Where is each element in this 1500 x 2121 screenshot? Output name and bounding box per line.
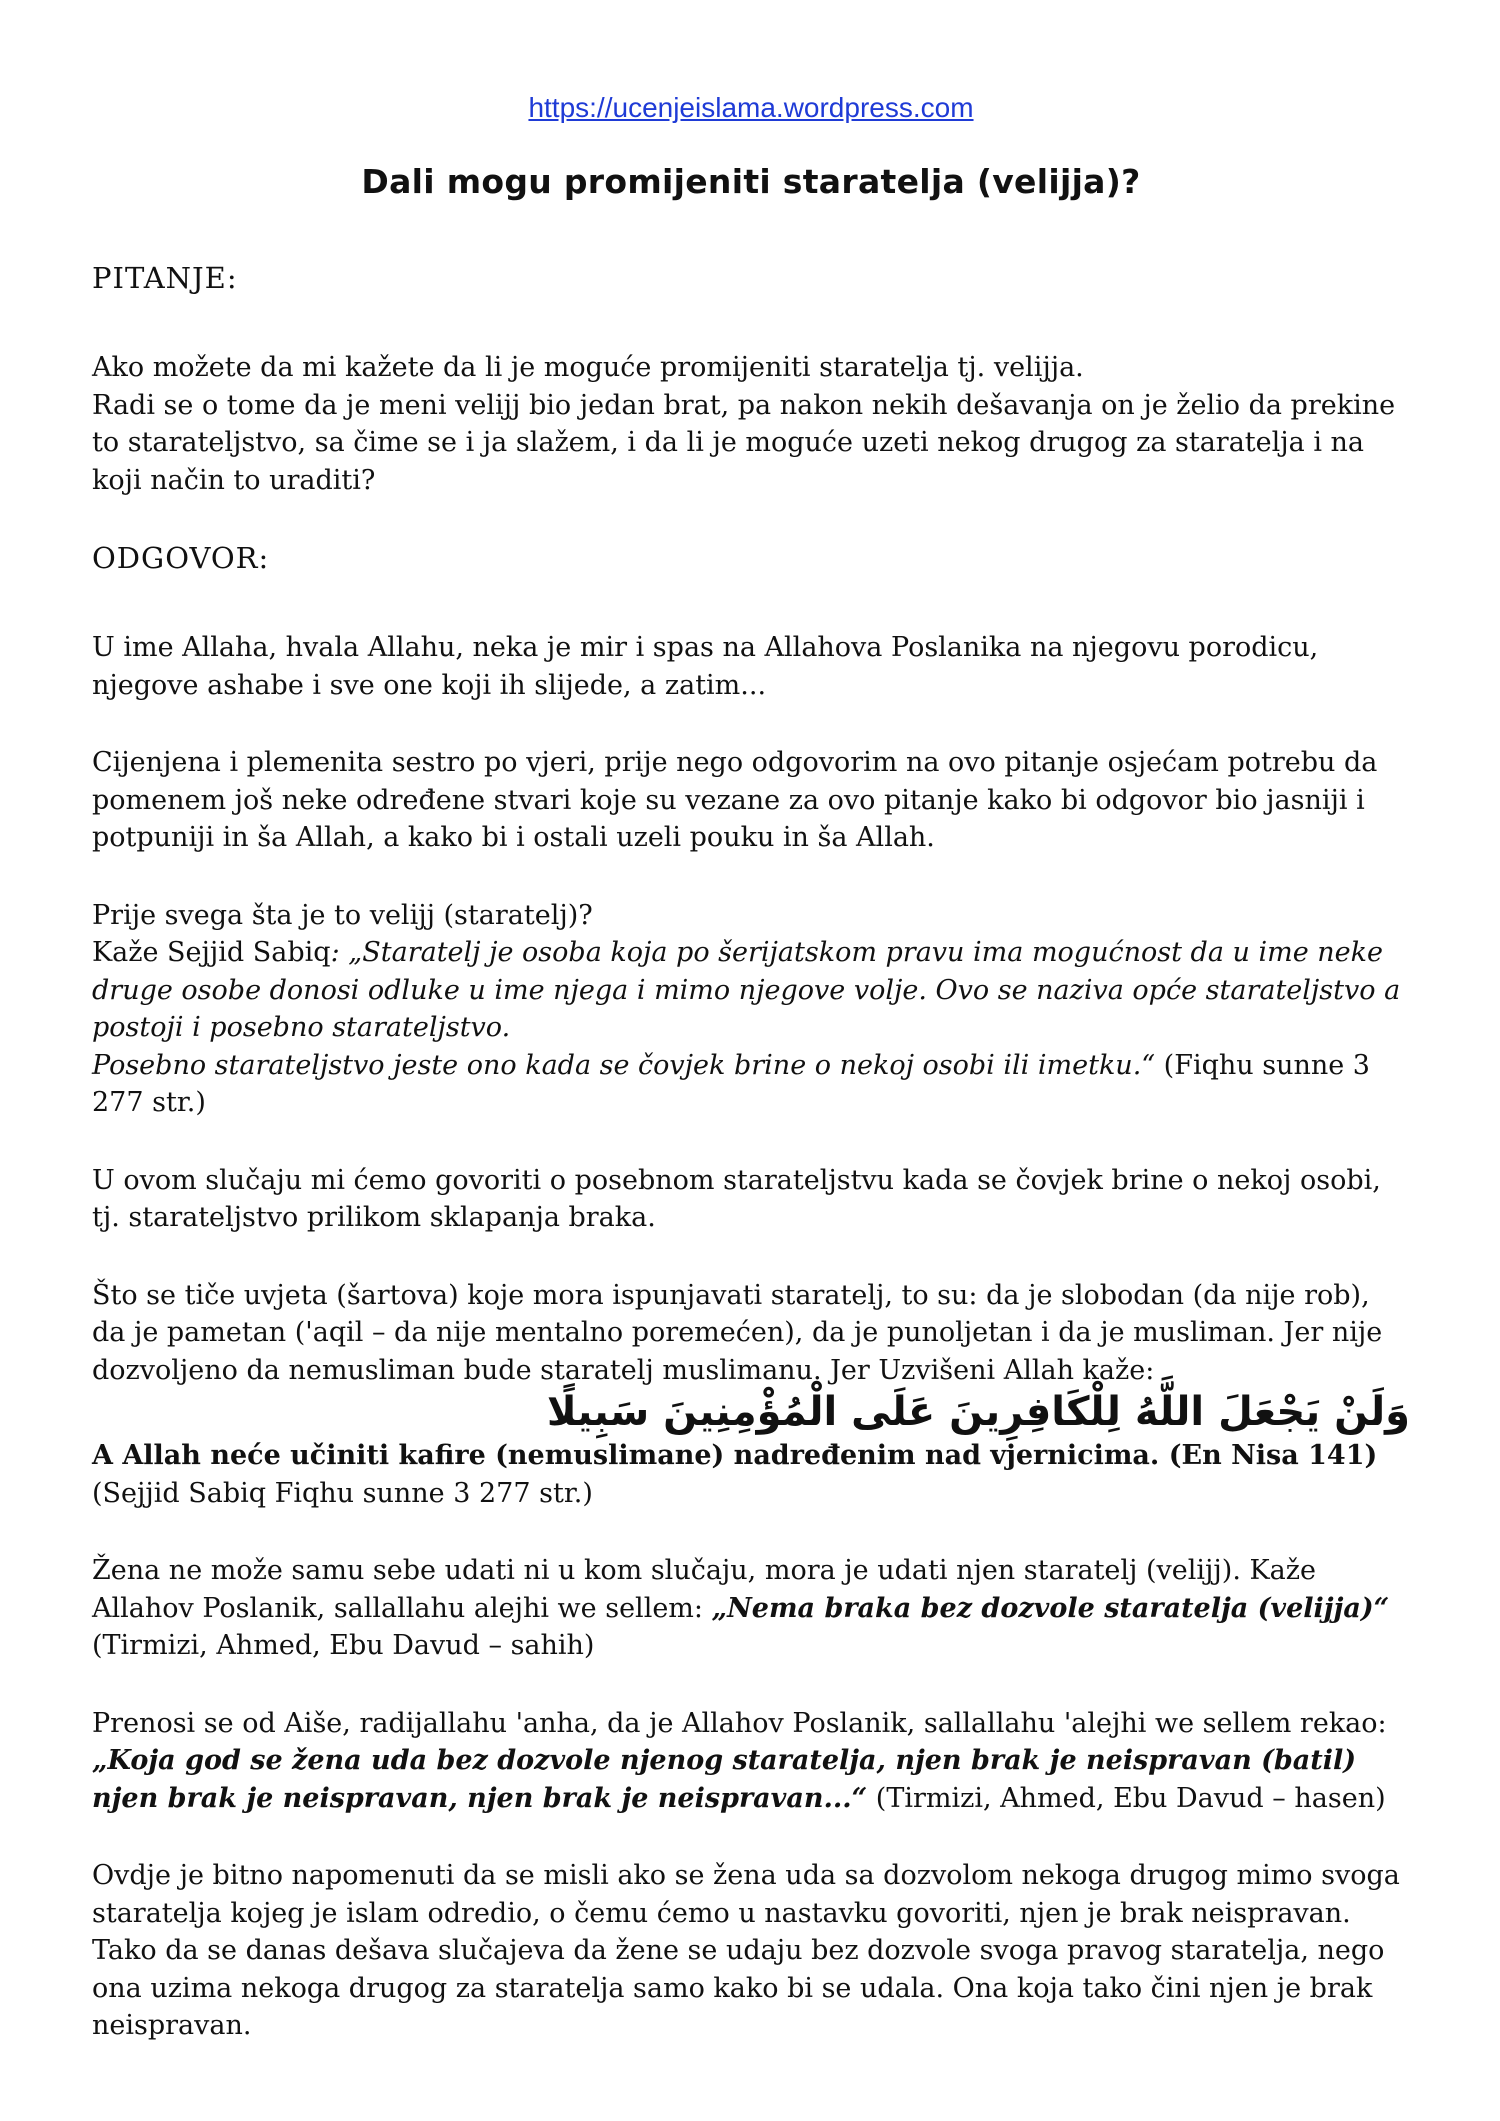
source-url — [92, 92, 1410, 124]
answer-paragraph-2 — [92, 744, 1410, 857]
question-line-1: Ako možete da mi kažete da li je moguće promijeniti staratelja tj. velijja. — [92, 352, 1084, 383]
answer-p9-text: Ovdje je bitno napomenuti da se misli ako se žena uda sa dozvolom nekoga drugog mimo svoga staratelja kojeg je islam odredio, o čemu ćemo u nastavku govoriti, njen je brak neispravan. Tako da se danas dešava slučajeva da žene se udaju bez dozvole svoga pravog staratelja, nego ona uzima nekoga drugog za staratelja samo kako bi se udala. Ona koja tako čini njen je brak neispravan. — [92, 1860, 1400, 2041]
answer-paragraph-8 — [92, 1705, 1410, 1818]
answer-p8-text — [92, 1705, 1410, 1818]
verse-reference: (Sejjid Sabiq Fiqhu sunne 3 277 str.) — [92, 1477, 593, 1509]
answer-p1-text: U ime Allaha, hvala Allahu, neka je mir i spas na Allahova Poslanika na njegovu porodicu, njegove ashabe i sve one koji ih slijede, a zatim... — [92, 632, 1319, 701]
answer-paragraph-9 — [92, 1857, 1410, 2045]
answer-p4-text: U ovom slučaju mi ćemo govoriti o posebnom starateljstvu kada se čovjek brine o nekoj osobi, tj. starateljstvo prilikom sklapanja braka. — [92, 1164, 1381, 1233]
answer-p7-text — [92, 1552, 1410, 1665]
answer-paragraph-5 — [92, 1277, 1410, 1390]
hadith-no-marriage: „Nema braka bez dozvole staratelja (velijja)“ — [711, 1592, 1390, 1624]
answer-paragraph-1 — [92, 629, 1410, 704]
answer-heading: ODGOVOR: — [92, 541, 270, 575]
velijj-question: Prije svega šta je to velijj (staratelj)? — [92, 899, 593, 931]
question-line-2: Radi se o tome da je meni velijj bio jedan brat, pa nakon nekih dešavanja on je želio da prekine to starateljstvo, sa čime se i ja slažem, i da li je moguće uzeti nekog drugog za staratelja i na koji način to uraditi? — [92, 389, 1396, 496]
question-text — [92, 349, 1410, 499]
answer-p2-text: Cijenjena i plemenita sestro po vjeri, prije nego odgovorim na ovo pitanje osjećam potrebu da pomenem još neke određene stvari koje su vezane za ovo pitanje kako bi odgovor bio jasniji i potpuniji in ša Allah, a kako bi i ostali uzeli pouku in ša Allah. — [92, 747, 1378, 853]
p8-intro: Prenosi se od Aiše, radijallahu 'anha, da je Allahov Poslanik, sallallahu 'alejhi we sellem rekao: — [92, 1707, 1387, 1739]
p7-intro: Žena ne može samu sebe udati ni u kom slučaju, mora je udati njen staratelj (velijj). Kaže Allahov Poslanik, sallallahu alejhi we sellem: — [92, 1555, 1316, 1624]
p7-reference: (Tirmizi, Ahmed, Ebu Davud – sahih) — [92, 1630, 595, 1661]
sabiq-intro: Kaže Sejjid Sabiq — [92, 937, 331, 968]
source-link[interactable]: https://ucenjeislama.wordpress.com — [528, 92, 974, 123]
sabiq-quote-part-1: : „Staratelj je osoba koja po šerijatskom pravu ima mogućnost da u ime neke druge osobe donosi odluke u ime njega i mimo njegove volje. Ovo se naziva opće starateljstvo a postoji i posebno starateljstvo. — [92, 937, 1401, 1043]
answer-paragraph-4 — [92, 1162, 1410, 1237]
answer-paragraph-7 — [92, 1552, 1410, 1665]
hadith-aisha: „Koja god se žena uda bez dozvole njenog staratelja, njen brak je neispravan (batil) njen brak je neispravan, njen brak je neispravan...“ — [92, 1745, 1357, 1814]
question-heading: PITANJE: — [92, 261, 238, 295]
sabiq-quote-part-2: Posebno starateljstvo jeste ono kada se čovjek brine o nekoj osobi ili imetku.“ — [92, 1049, 1156, 1081]
sabiq-quote — [92, 934, 1410, 1047]
verse-translation-text — [92, 1437, 1410, 1512]
arabic-verse: وَلَنْ يَجْعَلَ اللَّهُ لِلْكَافِرِينَ عَلَى الْمُؤْمِنِينَ سَبِيلًا — [546, 1389, 1410, 1435]
verse-translation-bold: A Allah neće učiniti kafire (nemuslimane) nadređenim nad vjernicima. (En Nisa 141) — [92, 1440, 1378, 1471]
answer-p5-text: Što se tiče uvjeta (šartova) koje mora ispunjavati staratelj, to su: da je slobodan (da nije rob), da je pametan ('aqil – da nije mentalno poremećen), da je punoljetan i da je musliman. Jer nije dozvoljeno da nemusliman bude staratelj muslimanu. Jer Uzvišeni Allah kaže: — [92, 1279, 1383, 1386]
p8-reference: (Tirmizi, Ahmed, Ebu Davud – hasen) — [867, 1782, 1386, 1814]
verse-translation — [92, 1437, 1410, 1512]
sabiq-quote-continued — [92, 1047, 1410, 1122]
answer-paragraph-3 — [92, 897, 1410, 1122]
page-title: Dali mogu promijeniti staratelja (velijja)? — [361, 162, 1141, 201]
sabiq-reference: (Fiqhu sunne 3 277 str.) — [92, 1049, 1370, 1118]
